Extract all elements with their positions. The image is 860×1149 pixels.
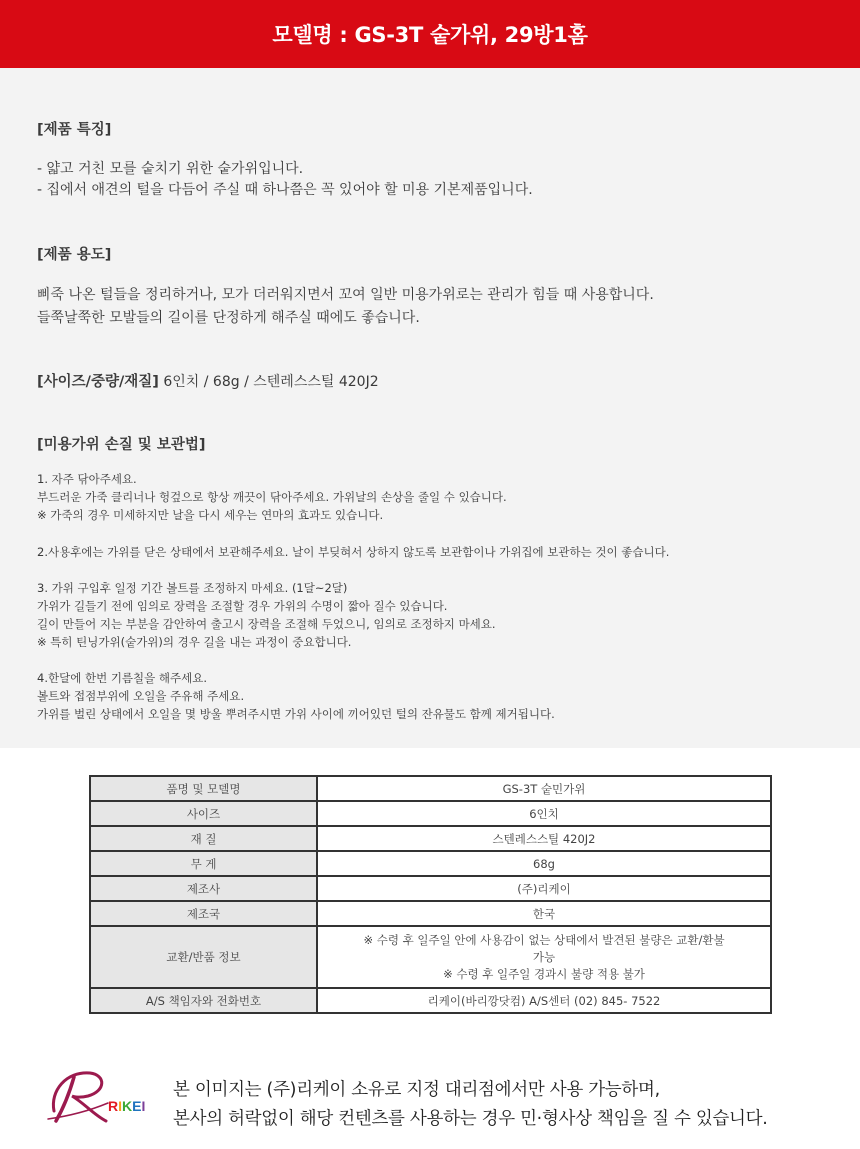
table-row [90,826,771,851]
logo-letter: K [122,1098,133,1114]
spec-value: (주)리케이 [317,876,771,901]
logo-letter: I [141,1098,146,1114]
spec-key: 제조국 [90,901,317,926]
table-row [90,988,771,1013]
rikei-logo [44,1063,159,1127]
product-info-panel [0,68,860,748]
copyright-line-1: 본 이미지는 (주)리케이 소유로 지정 대리점에서만 사용 가능하며, [173,1080,660,1100]
size-title: [사이즈/중량/재질] [37,374,159,390]
spec-key: 제조사 [90,876,317,901]
spec-value-multiline [317,926,771,988]
spec-value: 리케이(바리깡닷컴) A/S센터 (02) 845- 7522 [317,988,771,1013]
care-line: 4.한달에 한번 기름칠을 해주세요. [37,671,208,685]
table-row [90,776,771,801]
spec-value: 스텐레스스틸 420J2 [317,826,771,851]
usage-line: 삐죽 나온 털들을 정리하거나, 모가 더러워지면서 꼬여 일반 미용가위로는 관리가 힘들 때 사용합니다. [37,287,654,303]
care-line: ※ 특히 틴닝가위(숱가위)의 경우 길을 내는 과정이 중요합니다. [37,635,352,649]
svg-text:RIKEI [108,1098,145,1114]
spec-table [89,775,772,1014]
spec-value-line: ※ 수령 후 일주일 안에 사용감이 없는 상태에서 발견된 불량은 교환/환불 [363,932,725,947]
table-row [90,926,771,988]
care-line: 가위가 길들기 전에 임의로 장력을 조절할 경우 가위의 수명이 짧아 질수 있습니다. [37,599,448,613]
usage-line: 들쭉날쭉한 모발들의 길이를 단정하게 해주실 때에도 좋습니다. [37,310,420,326]
care-line: 2.사용후에는 가위를 닫은 상태에서 보관해주세요. 날이 부딪혀서 상하지 않도록 보관함이나 가위집에 보관하는 것이 좋습니다. [37,545,670,559]
care-line: 1. 자주 닦아주세요. [37,472,137,486]
size-row [37,370,379,391]
table-row [90,801,771,826]
care-title: [미용가위 손질 및 보관법] [37,437,206,453]
size-value: 6인치 / 68g / 스텐레스스틸 420J2 [158,374,379,390]
copyright-line-2: 본사의 허락없이 해당 컨텐츠를 사용하는 경우 민·형사상 책임을 질 수 있습니다. [173,1109,768,1129]
care-line: 3. 가위 구입후 일정 기간 볼트를 조정하지 마세요. (1달~2달) [37,581,348,595]
spec-value: GS-3T 숱민가위 [317,776,771,801]
spec-key: 사이즈 [90,801,317,826]
spec-key: 품명 및 모델명 [90,776,317,801]
model-title: 모델명 : GS-3T 숱가위, 29방1홈 [272,23,588,47]
rikei-logo-mark [44,1063,159,1127]
table-row [90,851,771,876]
spec-value: 68g [317,851,771,876]
care-line: 볼트와 접점부위에 오일을 주유해 주세요. [37,689,245,703]
care-line: 부드러운 가죽 클리너나 헝겊으로 항상 깨끗이 닦아주세요. 가위날의 손상을 줄일 수 있습니다. [37,490,507,504]
features-line: - 집에서 애견의 털을 다듬어 주실 때 하나쯤은 꼭 있어야 할 미용 기본제품입니다. [37,182,533,198]
spec-key: 교환/반품 정보 [90,926,317,988]
care-line: ※ 가죽의 경우 미세하지만 날을 다시 세우는 연마의 효과도 있습니다. [37,508,384,522]
spec-key: 재 질 [90,826,317,851]
spec-key: A/S 책임자와 전화번호 [90,988,317,1013]
care-line: 가위를 벌린 상태에서 오일을 몇 방울 뿌려주시면 가위 사이에 끼어있던 털의 잔유물도 함께 제거됩니다. [37,707,555,721]
spec-value-line: 가능 [532,949,556,964]
logo-letter: I [118,1098,123,1114]
page-header [0,0,860,68]
table-row [90,901,771,926]
spec-key: 무 게 [90,851,317,876]
logo-letter: R [108,1098,119,1114]
features-title: [제품 특징] [37,122,112,138]
usage-title: [제품 용도] [37,247,112,263]
spec-value: 한국 [317,901,771,926]
spec-value: 6인치 [317,801,771,826]
table-row [90,876,771,901]
logo-letter: E [132,1098,142,1114]
spec-value-line: ※ 수령 후 일주일 경과시 불량 적용 불가 [443,966,645,981]
features-line: - 얇고 거친 모를 숱치기 위한 숱가위입니다. [37,161,304,177]
care-line: 길이 만들어 지는 부분을 감안하여 출고시 장력을 조절해 두었으니, 임의로 조정하지 마세요. [37,617,496,631]
